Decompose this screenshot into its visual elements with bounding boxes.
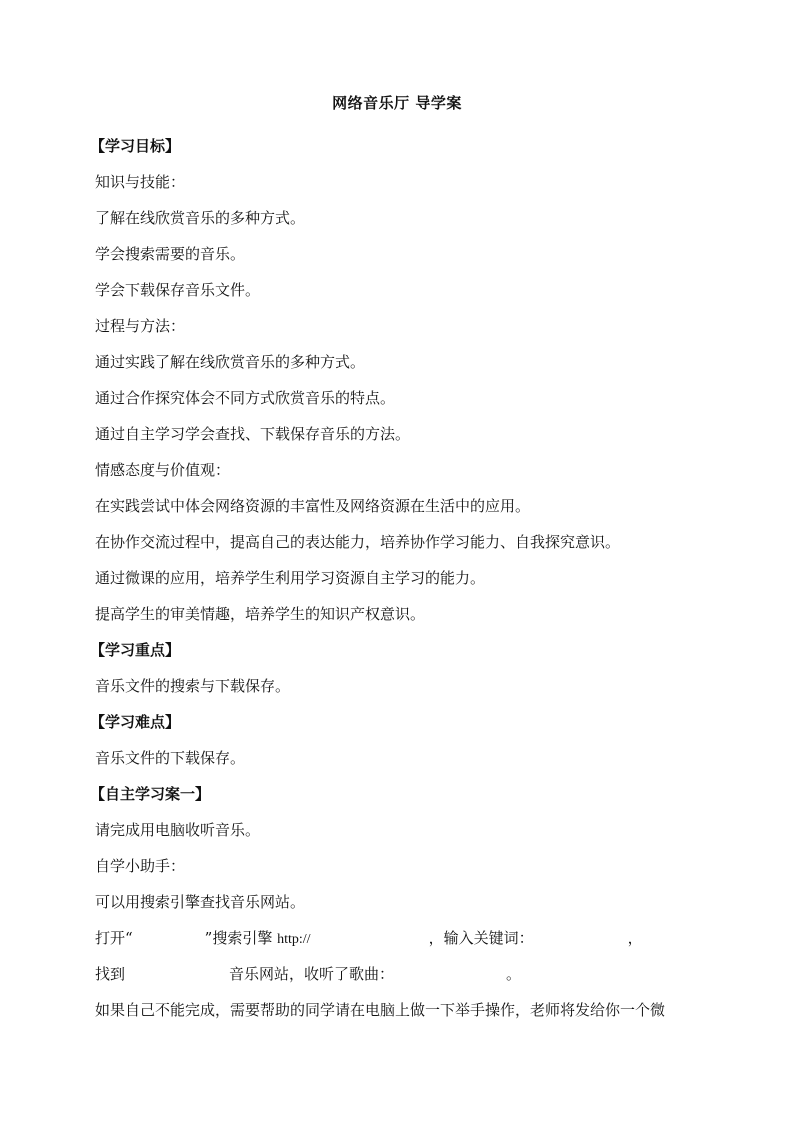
process-item: 通过实践了解在线欣赏音乐的多种方式。 [95, 353, 366, 371]
fill-end-text: ， [627, 929, 643, 947]
emotion-item: 在实践尝试中体会网络资源的丰富性及网络资源在生活中的应用。 [95, 497, 531, 515]
helper-tip: 可以用搜索引擎查找音乐网站。 [95, 893, 306, 911]
help-text: 如果自己不能完成，需要帮助的同学请在电脑上做一下举手操作，老师将发给你一个微 [95, 1001, 666, 1019]
document-body [90, 128, 715, 1028]
fill-close-text: ”搜索引擎 [204, 929, 273, 947]
self-study-task: 请完成用电脑收听音乐。 [95, 821, 261, 839]
emotion-item: 提高学生的审美情趣，培养学生的知识产权意识。 [95, 605, 426, 623]
knowledge-item: 了解在线欣赏音乐的多种方式。 [95, 209, 306, 227]
fill-open-text: 打开“ [95, 929, 133, 947]
knowledge-label: 知识与技能： [95, 173, 186, 191]
difficulty-heading: 【学习难点】 [90, 713, 181, 731]
site-text: 音乐网站，收听了歌曲： [229, 965, 395, 983]
difficulty-text: 音乐文件的下载保存。 [95, 749, 246, 767]
site-end-text: 。 [506, 965, 522, 983]
self-study-heading: 【自主学习案一】 [90, 785, 211, 803]
fill-in-line-search [95, 920, 715, 956]
objectives-heading: 【学习目标】 [90, 137, 181, 155]
process-item: 通过自主学习学会查找、下载保存音乐的方法。 [95, 425, 411, 443]
fill-in-line-site [95, 956, 715, 992]
knowledge-item: 学会搜索需要的音乐。 [95, 245, 246, 263]
key-points-text: 音乐文件的搜索与下载保存。 [95, 677, 291, 695]
emotion-item: 在协作交流过程中，提高自己的表达能力，培养协作学习能力、自我探究意识。 [95, 533, 621, 551]
url-text: http:// [277, 932, 311, 947]
helper-label: 自学小助手： [95, 857, 186, 875]
process-item: 通过合作探究体会不同方式欣赏音乐的特点。 [95, 389, 396, 407]
emotion-item: 通过微课的应用，培养学生利用学习资源自主学习的能力。 [95, 569, 486, 587]
keyword-text: ，输入关键词： [428, 929, 534, 947]
document-title: 网络音乐厅 导学案 [332, 94, 462, 112]
key-points-heading: 【学习重点】 [90, 641, 181, 659]
knowledge-item: 学会下载保存音乐文件。 [95, 281, 261, 299]
found-text: 找到 [95, 965, 126, 983]
process-label: 过程与方法： [95, 317, 186, 335]
emotion-label: 情感态度与价值观： [95, 461, 231, 479]
